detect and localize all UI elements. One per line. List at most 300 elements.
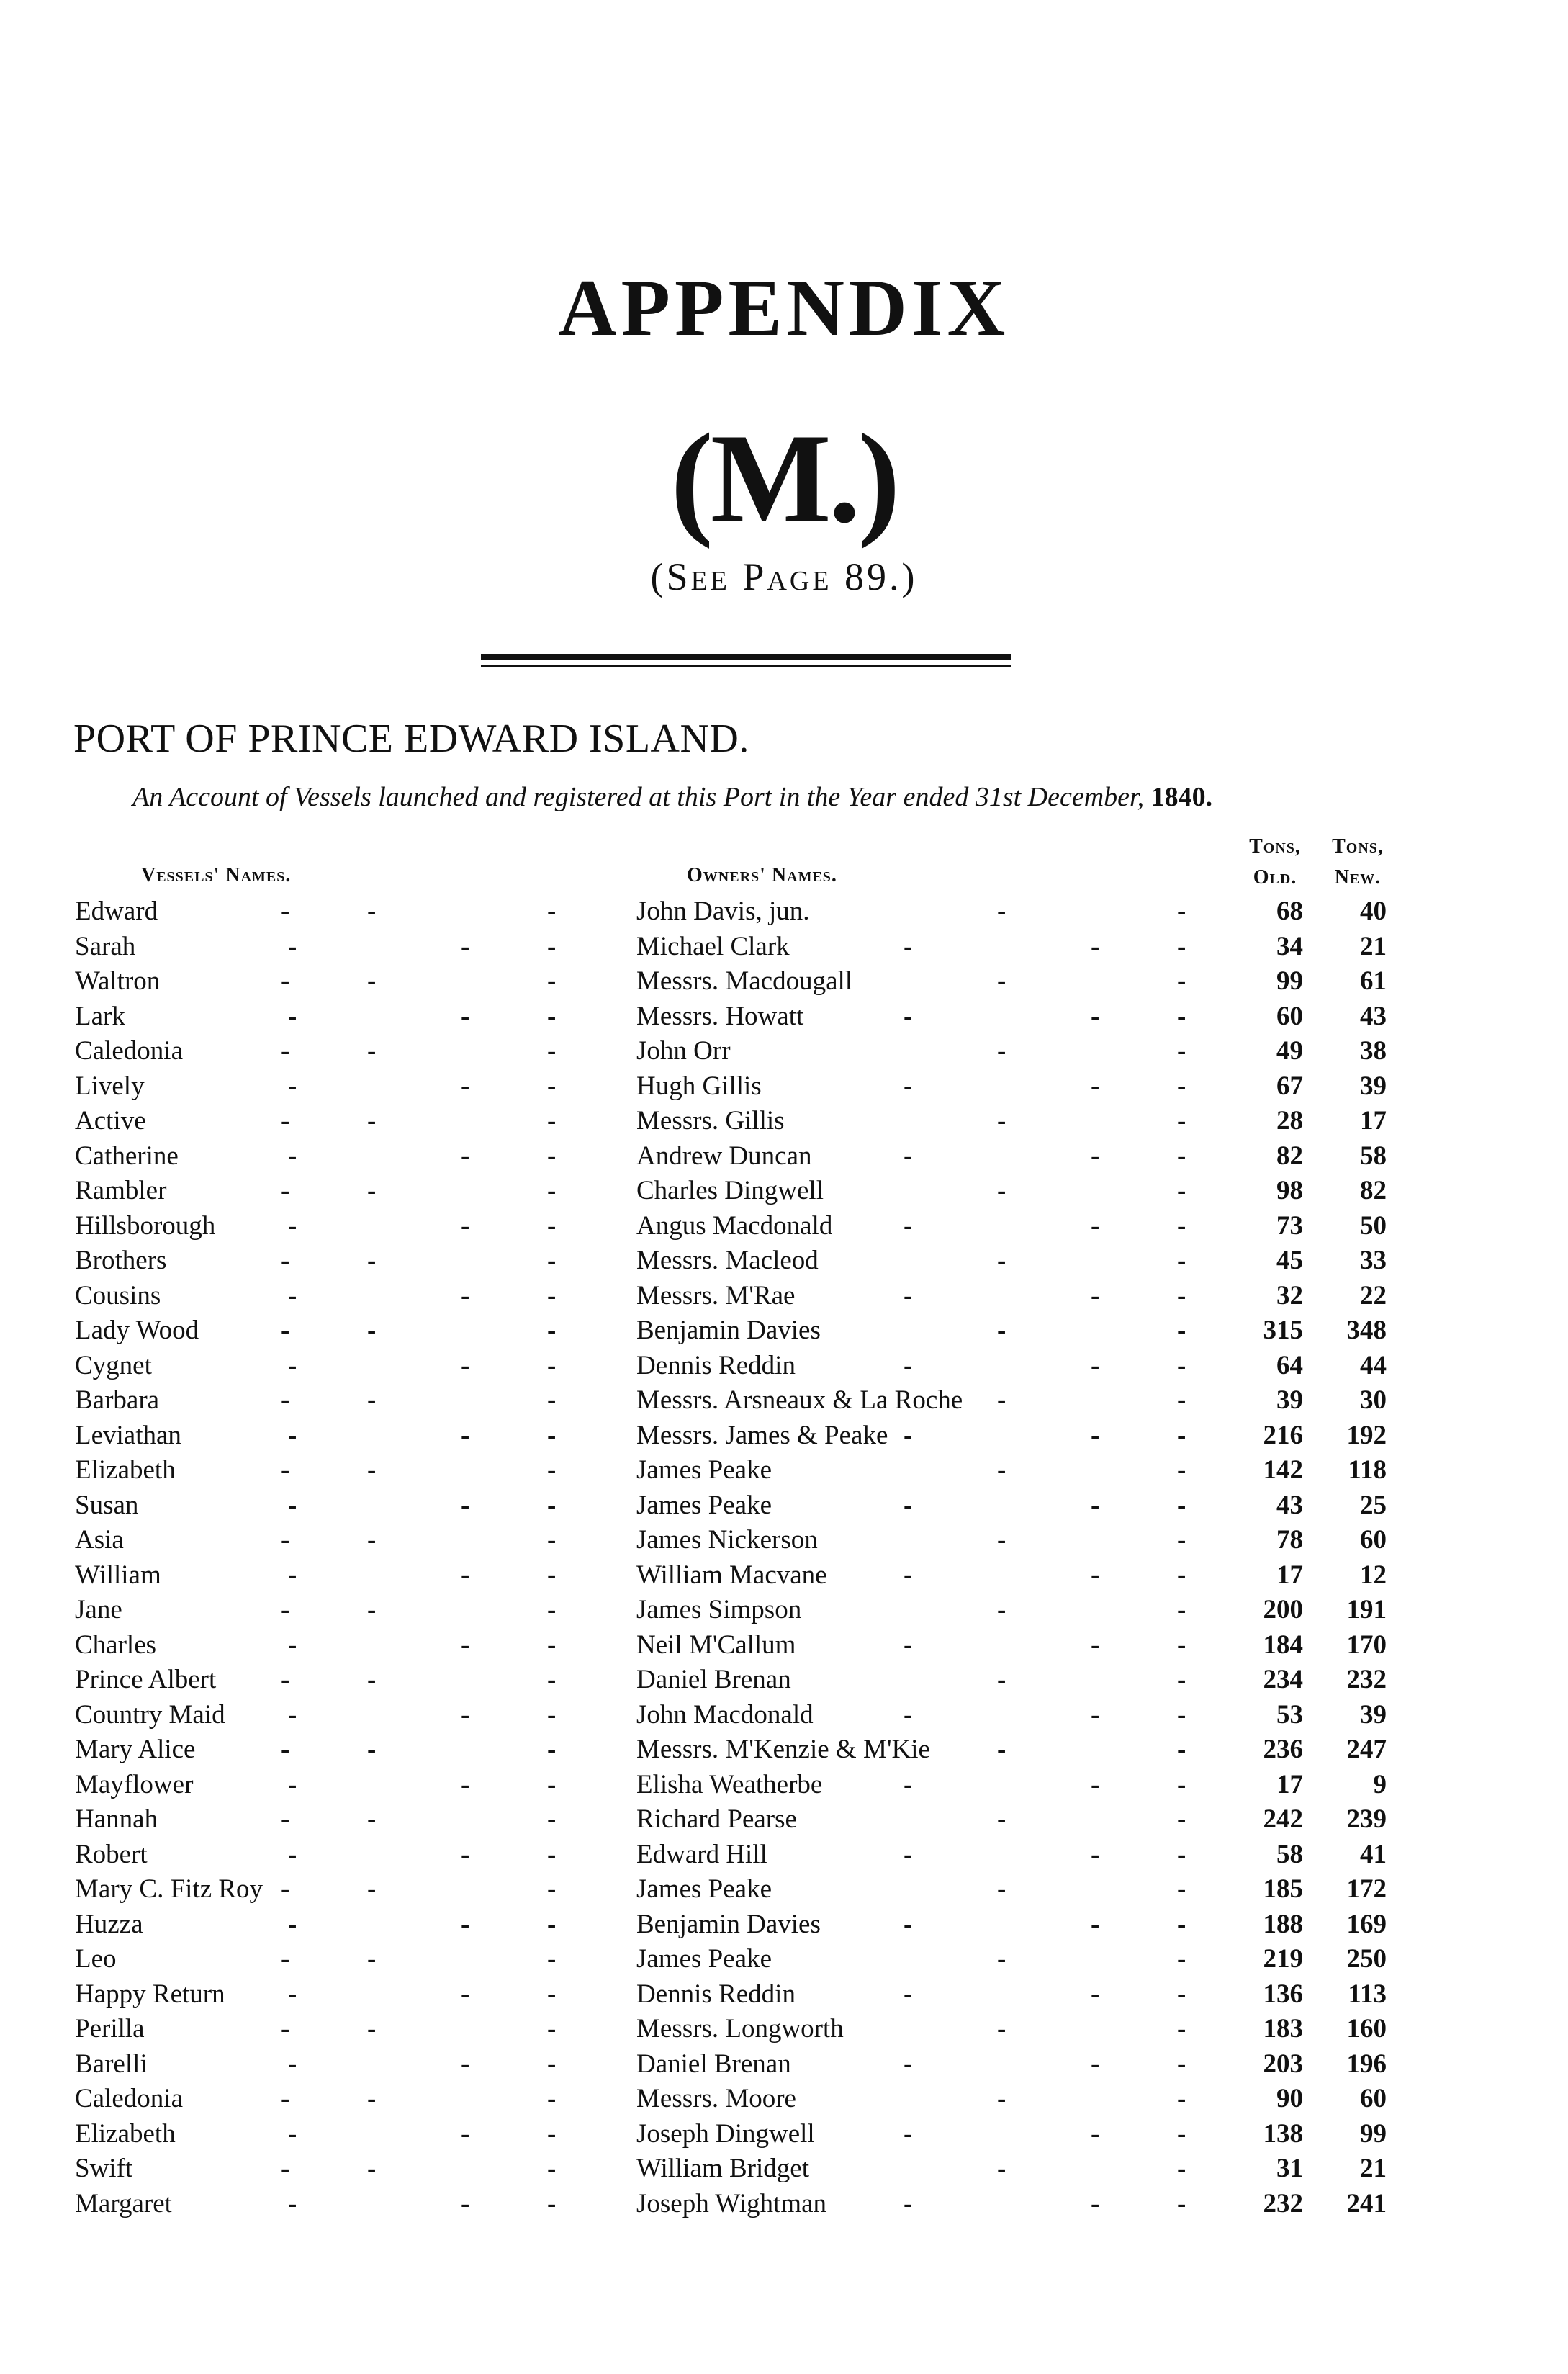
owner-name: James Peake	[636, 1490, 772, 1520]
leader-dash: -	[904, 1071, 913, 1101]
leader-dash: -	[997, 966, 1006, 996]
leader-dash: -	[461, 2118, 470, 2149]
vessel-name: Barelli	[75, 2049, 148, 2079]
table-row	[0, 1523, 1568, 1558]
leader-dash: -	[547, 1595, 557, 1624]
owner-name: James Nickerson	[636, 1525, 818, 1555]
table-row	[0, 2152, 1568, 2187]
leader-dash: -	[461, 2188, 470, 2218]
leader-dash: -	[461, 1560, 470, 1590]
table-row	[0, 1838, 1568, 1873]
vessel-name: Swift	[75, 2154, 133, 2183]
tons-new: 160	[1346, 2014, 1387, 2043]
leader-dash: -	[1177, 1385, 1186, 1415]
leader-dash: -	[1177, 1804, 1186, 1834]
leader-dash: -	[281, 2154, 290, 2183]
tons-new: 241	[1346, 2188, 1387, 2218]
leader-dash: -	[1091, 1909, 1100, 1939]
leader-dash: -	[904, 931, 913, 961]
leader-dash: -	[1177, 896, 1186, 926]
leader-dash: -	[904, 2188, 913, 2218]
owner-name: Angus Macdonald	[636, 1210, 833, 1241]
leader-dash: -	[904, 1350, 913, 1380]
leader-dash: -	[367, 896, 377, 926]
table-row	[0, 1244, 1568, 1279]
tons-new: 40	[1360, 896, 1387, 926]
leader-dash: -	[1091, 1001, 1100, 1031]
leader-dash: -	[1091, 2049, 1100, 2079]
leader-dash: -	[281, 1735, 290, 1764]
leader-dash: -	[288, 1071, 297, 1101]
tons-old: 216	[1263, 1420, 1303, 1450]
tons-old: 219	[1263, 1944, 1303, 1974]
leader-dash: -	[367, 1525, 377, 1555]
leader-dash: -	[547, 1280, 557, 1310]
leader-dash: -	[288, 1420, 297, 1450]
leader-dash: -	[461, 1071, 470, 1101]
tons-new: 44	[1360, 1350, 1387, 1380]
leader-dash: -	[1177, 1735, 1186, 1764]
column-header-owner: Owners' Names.	[687, 864, 837, 886]
tons-new: 191	[1346, 1595, 1387, 1624]
leader-dash: -	[997, 1455, 1006, 1485]
leader-dash: -	[1177, 1525, 1186, 1555]
leader-dash: -	[904, 1210, 913, 1241]
leader-dash: -	[547, 1769, 557, 1799]
leader-dash: -	[1177, 1141, 1186, 1171]
leader-dash: -	[281, 1944, 290, 1974]
vessel-name: Elizabeth	[75, 2118, 176, 2149]
leader-dash: -	[547, 1246, 557, 1275]
leader-dash: -	[288, 1909, 297, 1939]
leader-dash: -	[997, 1944, 1006, 1974]
leader-dash: -	[1177, 1420, 1186, 1450]
vessel-name: William	[75, 1560, 161, 1590]
table-row	[0, 1104, 1568, 1139]
leader-dash: -	[288, 1839, 297, 1869]
tons-old: 32	[1276, 1280, 1303, 1310]
leader-dash: -	[547, 1350, 557, 1380]
tons-old: 188	[1263, 1909, 1303, 1939]
leader-dash: -	[1177, 1001, 1186, 1031]
table-row	[0, 1209, 1568, 1244]
leader-dash: -	[1177, 1909, 1186, 1939]
tons-new: 9	[1373, 1769, 1387, 1799]
leader-dash: -	[1091, 1839, 1100, 1869]
leader-dash: -	[997, 1176, 1006, 1205]
leader-dash: -	[547, 1804, 557, 1834]
tons-old: 232	[1263, 2188, 1303, 2218]
vessel-name: Brothers	[75, 1246, 167, 1275]
vessel-name: Jane	[75, 1595, 122, 1624]
tons-old: 17	[1276, 1560, 1303, 1590]
leader-dash: -	[281, 966, 290, 996]
owner-name: James Peake	[636, 1874, 772, 1904]
leader-dash: -	[997, 1316, 1006, 1345]
leader-dash: -	[547, 966, 557, 996]
account-year: 1840.	[1150, 782, 1213, 812]
leader-dash: -	[904, 2118, 913, 2149]
leader-dash: -	[288, 1769, 297, 1799]
vessel-name: Cousins	[75, 1280, 161, 1310]
tons-old: 142	[1263, 1455, 1303, 1485]
leader-dash: -	[547, 1176, 557, 1205]
owner-name: Daniel Brenan	[636, 2049, 791, 2079]
tons-new: 17	[1360, 1106, 1387, 1136]
owner-name: Michael Clark	[636, 931, 790, 961]
tons-new: 239	[1346, 1804, 1387, 1834]
table-row	[0, 1732, 1568, 1768]
table-row	[0, 1139, 1568, 1174]
owner-name: William Macvane	[636, 1560, 827, 1590]
see-page-reference: (See Page 89.)	[650, 555, 918, 598]
leader-dash: -	[1177, 931, 1186, 961]
table-row	[0, 1174, 1568, 1209]
leader-dash: -	[288, 1490, 297, 1520]
leader-dash: -	[1177, 1106, 1186, 1136]
tons-old: 68	[1276, 896, 1303, 926]
leader-dash: -	[547, 1071, 557, 1101]
leader-dash: -	[288, 1979, 297, 2009]
leader-dash: -	[1091, 931, 1100, 961]
owner-name: John Davis, jun.	[636, 896, 810, 926]
tons-old: 53	[1276, 1699, 1303, 1730]
table-row	[0, 1872, 1568, 1907]
leader-dash: -	[547, 2154, 557, 2183]
tons-new: 118	[1348, 1455, 1387, 1485]
leader-dash: -	[1091, 1420, 1100, 1450]
leader-dash: -	[367, 1595, 377, 1624]
tons-old: 234	[1263, 1665, 1303, 1694]
tons-old: 184	[1263, 1629, 1303, 1660]
leader-dash: -	[547, 1316, 557, 1345]
leader-dash: -	[288, 1001, 297, 1031]
tons-old: 200	[1263, 1595, 1303, 1624]
leader-dash: -	[547, 1036, 557, 1066]
leader-dash: -	[547, 2118, 557, 2149]
leader-dash: -	[461, 1001, 470, 1031]
leader-dash: -	[461, 1350, 470, 1380]
tons-old: 58	[1276, 1839, 1303, 1869]
tons-old: 78	[1276, 1525, 1303, 1555]
leader-dash: -	[281, 1874, 290, 1904]
leader-dash: -	[367, 1804, 377, 1834]
owner-name: Elisha Weatherbe	[636, 1769, 823, 1799]
leader-dash: -	[288, 1560, 297, 1590]
leader-dash: -	[1091, 1560, 1100, 1590]
leader-dash: -	[547, 896, 557, 926]
leader-dash: -	[288, 1141, 297, 1171]
leader-dash: -	[288, 931, 297, 961]
leader-dash: -	[461, 1699, 470, 1730]
vessel-name: Hillsborough	[75, 1210, 216, 1241]
owner-name: Dennis Reddin	[636, 1350, 796, 1380]
tons-new: 170	[1346, 1629, 1387, 1660]
vessel-name: Lady Wood	[75, 1316, 199, 1345]
table-row	[0, 1628, 1568, 1663]
leader-dash: -	[281, 1595, 290, 1624]
leader-dash: -	[1177, 1874, 1186, 1904]
table-row	[0, 894, 1568, 930]
leader-dash: -	[1177, 1246, 1186, 1275]
leader-dash: -	[904, 1629, 913, 1660]
tons-old: 39	[1276, 1385, 1303, 1415]
vessel-name: Asia	[75, 1525, 124, 1555]
tons-new: 247	[1346, 1735, 1387, 1764]
leader-dash: -	[461, 931, 470, 961]
tons-old: 34	[1276, 931, 1303, 961]
leader-dash: -	[547, 1839, 557, 1869]
leader-dash: -	[367, 1316, 377, 1345]
vessel-name: Sarah	[75, 931, 136, 961]
table-row	[0, 2047, 1568, 2082]
leader-dash: -	[288, 1629, 297, 1660]
vessel-name: Rambler	[75, 1176, 167, 1205]
leader-dash: -	[288, 2188, 297, 2218]
tons-old: 315	[1263, 1316, 1303, 1345]
table-row	[0, 2187, 1568, 2222]
leader-dash: -	[547, 2188, 557, 2218]
table-row	[0, 1453, 1568, 1488]
owner-name: Messrs. Longworth	[636, 2014, 844, 2043]
leader-dash: -	[1177, 1665, 1186, 1694]
leader-dash: -	[547, 931, 557, 961]
leader-dash: -	[461, 1629, 470, 1660]
leader-dash: -	[281, 1525, 290, 1555]
owner-name: Messrs. Moore	[636, 2084, 796, 2113]
leader-dash: -	[547, 2049, 557, 2079]
tons-new: 113	[1348, 1979, 1387, 2009]
vessel-name: Leo	[75, 1944, 117, 1974]
vessel-name: Caledonia	[75, 2084, 184, 2113]
leader-dash: -	[461, 1909, 470, 1939]
leader-dash: -	[997, 2014, 1006, 2043]
tons-new: 41	[1360, 1839, 1387, 1869]
leader-dash: -	[547, 2084, 557, 2113]
vessel-name: Margaret	[75, 2188, 172, 2218]
leader-dash: -	[1091, 2188, 1100, 2218]
vessel-name: Country Maid	[75, 1699, 225, 1730]
leader-dash: -	[1177, 2118, 1186, 2149]
vessel-name: Mary Alice	[75, 1735, 196, 1764]
leader-dash: -	[1177, 1455, 1186, 1485]
leader-dash: -	[547, 1699, 557, 1730]
appendix-letter: (M.)	[670, 407, 898, 549]
tons-new: 232	[1346, 1665, 1387, 1694]
leader-dash: -	[1177, 1944, 1186, 1974]
leader-dash: -	[904, 1769, 913, 1799]
port-heading: PORT OF PRINCE EDWARD ISLAND.	[73, 716, 749, 761]
leader-dash: -	[1091, 1699, 1100, 1730]
leader-dash: -	[281, 1385, 290, 1415]
leader-dash: -	[367, 1874, 377, 1904]
owner-name: Hugh Gillis	[636, 1071, 762, 1101]
tons-old: 90	[1276, 2084, 1303, 2113]
leader-dash: -	[461, 2049, 470, 2079]
leader-dash: -	[547, 1106, 557, 1136]
tons-old: 185	[1263, 1874, 1303, 1904]
tons-old: 183	[1263, 2014, 1303, 2043]
vessel-name: Leviathan	[75, 1420, 181, 1450]
account-description	[132, 783, 1320, 811]
tons-old: 98	[1276, 1176, 1303, 1205]
owner-name: Messrs. Arsneaux & La Roche	[636, 1385, 963, 1415]
tons-new: 21	[1360, 2154, 1387, 2183]
leader-dash: -	[367, 2014, 377, 2043]
leader-dash: -	[1177, 1490, 1186, 1520]
leader-dash: -	[367, 1106, 377, 1136]
owner-name: Joseph Dingwell	[636, 2118, 815, 2149]
leader-dash: -	[288, 1210, 297, 1241]
leader-dash: -	[461, 1839, 470, 1869]
tons-new: 196	[1346, 2049, 1387, 2079]
leader-dash: -	[547, 2014, 557, 2043]
leader-dash: -	[1177, 1316, 1186, 1345]
leader-dash: -	[997, 1595, 1006, 1624]
leader-dash: -	[997, 1036, 1006, 1066]
leader-dash: -	[367, 1735, 377, 1764]
tons-new: 22	[1360, 1280, 1387, 1310]
table-row	[0, 1698, 1568, 1733]
divider-thin	[481, 665, 1011, 667]
vessel-name: Perilla	[75, 2014, 145, 2043]
leader-dash: -	[1177, 1595, 1186, 1624]
leader-dash: -	[281, 2084, 290, 2113]
tons-old: 49	[1276, 1036, 1303, 1066]
leader-dash: -	[367, 1944, 377, 1974]
tons-new: 82	[1360, 1176, 1387, 1205]
owner-name: William Bridget	[636, 2154, 809, 2183]
table-row	[0, 1907, 1568, 1943]
account-text: An Account of Vessels launched and registered at this Port in the Year ended 31st December,	[132, 782, 1145, 812]
leader-dash: -	[1177, 1839, 1186, 1869]
leader-dash: -	[904, 1141, 913, 1171]
leader-dash: -	[997, 1874, 1006, 1904]
leader-dash: -	[1177, 1176, 1186, 1205]
tons-old: 45	[1276, 1246, 1303, 1275]
table-row	[0, 1069, 1568, 1105]
leader-dash: -	[1091, 1280, 1100, 1310]
table-row	[0, 964, 1568, 999]
leader-dash: -	[281, 1316, 290, 1345]
tons-new: 39	[1360, 1071, 1387, 1101]
vessel-name: Prince Albert	[75, 1665, 217, 1694]
table-row	[0, 1558, 1568, 1593]
leader-dash: -	[904, 1490, 913, 1520]
tons-old: 82	[1276, 1141, 1303, 1171]
vessel-name: Lark	[75, 1001, 125, 1031]
owner-name: Benjamin Davies	[636, 1909, 821, 1939]
owner-name: Daniel Brenan	[636, 1665, 791, 1694]
leader-dash: -	[367, 1385, 377, 1415]
tons-new: 58	[1360, 1141, 1387, 1171]
leader-dash: -	[547, 1979, 557, 2009]
owner-name: Dennis Reddin	[636, 1979, 796, 2009]
table-row	[0, 1488, 1568, 1524]
table-row	[0, 999, 1568, 1035]
vessel-name: Robert	[75, 1839, 148, 1869]
leader-dash: -	[904, 1001, 913, 1031]
vessel-name: Charles	[75, 1629, 157, 1660]
tons-old: 203	[1263, 2049, 1303, 2079]
owner-name: John Macdonald	[636, 1699, 814, 1730]
owner-name: James Peake	[636, 1944, 772, 1974]
owner-name: Messrs. M'Rae	[636, 1280, 796, 1310]
leader-dash: -	[1177, 2084, 1186, 2113]
leader-dash: -	[547, 1420, 557, 1450]
leader-dash: -	[997, 1385, 1006, 1415]
tons-new: 39	[1360, 1699, 1387, 1730]
owner-name: Messrs. Howatt	[636, 1001, 804, 1031]
leader-dash: -	[997, 2084, 1006, 2113]
leader-dash: -	[904, 1560, 913, 1590]
tons-new: 12	[1360, 1560, 1387, 1590]
leader-dash: -	[997, 1665, 1006, 1694]
vessel-name: Hannah	[75, 1804, 158, 1834]
tons-new: 250	[1346, 1944, 1387, 1974]
vessel-name: Elizabeth	[75, 1455, 176, 1485]
tons-new: 61	[1360, 966, 1387, 996]
leader-dash: -	[904, 1699, 913, 1730]
vessel-name: Cygnet	[75, 1350, 152, 1380]
leader-dash: -	[904, 1280, 913, 1310]
leader-dash: -	[1177, 2049, 1186, 2079]
table-row	[0, 1802, 1568, 1838]
leader-dash: -	[1177, 1071, 1186, 1101]
table-row	[0, 2082, 1568, 2117]
tons-old: 136	[1263, 1979, 1303, 2009]
owner-name: Edward Hill	[636, 1839, 767, 1869]
appendix-title: APPENDIX	[558, 264, 1010, 353]
leader-dash: -	[547, 1490, 557, 1520]
owner-name: Messrs. Macleod	[636, 1246, 819, 1275]
column-header-vessel: Vessels' Names.	[141, 864, 292, 886]
leader-dash: -	[547, 1909, 557, 1939]
vessel-name: Mayflower	[75, 1769, 194, 1799]
leader-dash: -	[997, 2154, 1006, 2183]
leader-dash: -	[1091, 1210, 1100, 1241]
tons-new: 348	[1346, 1316, 1387, 1345]
table-row	[0, 1349, 1568, 1384]
leader-dash: -	[281, 1246, 290, 1275]
leader-dash: -	[1177, 1210, 1186, 1241]
leader-dash: -	[281, 1106, 290, 1136]
leader-dash: -	[547, 1629, 557, 1660]
leader-dash: -	[281, 896, 290, 926]
vessel-name: Lively	[75, 1071, 145, 1101]
owner-name: Charles Dingwell	[636, 1176, 824, 1205]
table-row	[0, 1768, 1568, 1803]
table-row	[0, 1383, 1568, 1418]
leader-dash: -	[1177, 2154, 1186, 2183]
tons-new: 21	[1360, 931, 1387, 961]
leader-dash: -	[281, 1804, 290, 1834]
leader-dash: -	[367, 1036, 377, 1066]
tons-new: 169	[1346, 1909, 1387, 1939]
leader-dash: -	[288, 2049, 297, 2079]
leader-dash: -	[1177, 1979, 1186, 2009]
tons-new: 172	[1346, 1874, 1387, 1904]
tons-old: 60	[1276, 1001, 1303, 1031]
owner-name: Benjamin Davies	[636, 1316, 821, 1345]
vessel-name: Catherine	[75, 1141, 179, 1171]
tons-old: 43	[1276, 1490, 1303, 1520]
leader-dash: -	[1091, 1071, 1100, 1101]
vessel-name: Waltron	[75, 966, 161, 996]
tons-old: 28	[1276, 1106, 1303, 1136]
owner-name: James Peake	[636, 1455, 772, 1485]
leader-dash: -	[547, 1141, 557, 1171]
